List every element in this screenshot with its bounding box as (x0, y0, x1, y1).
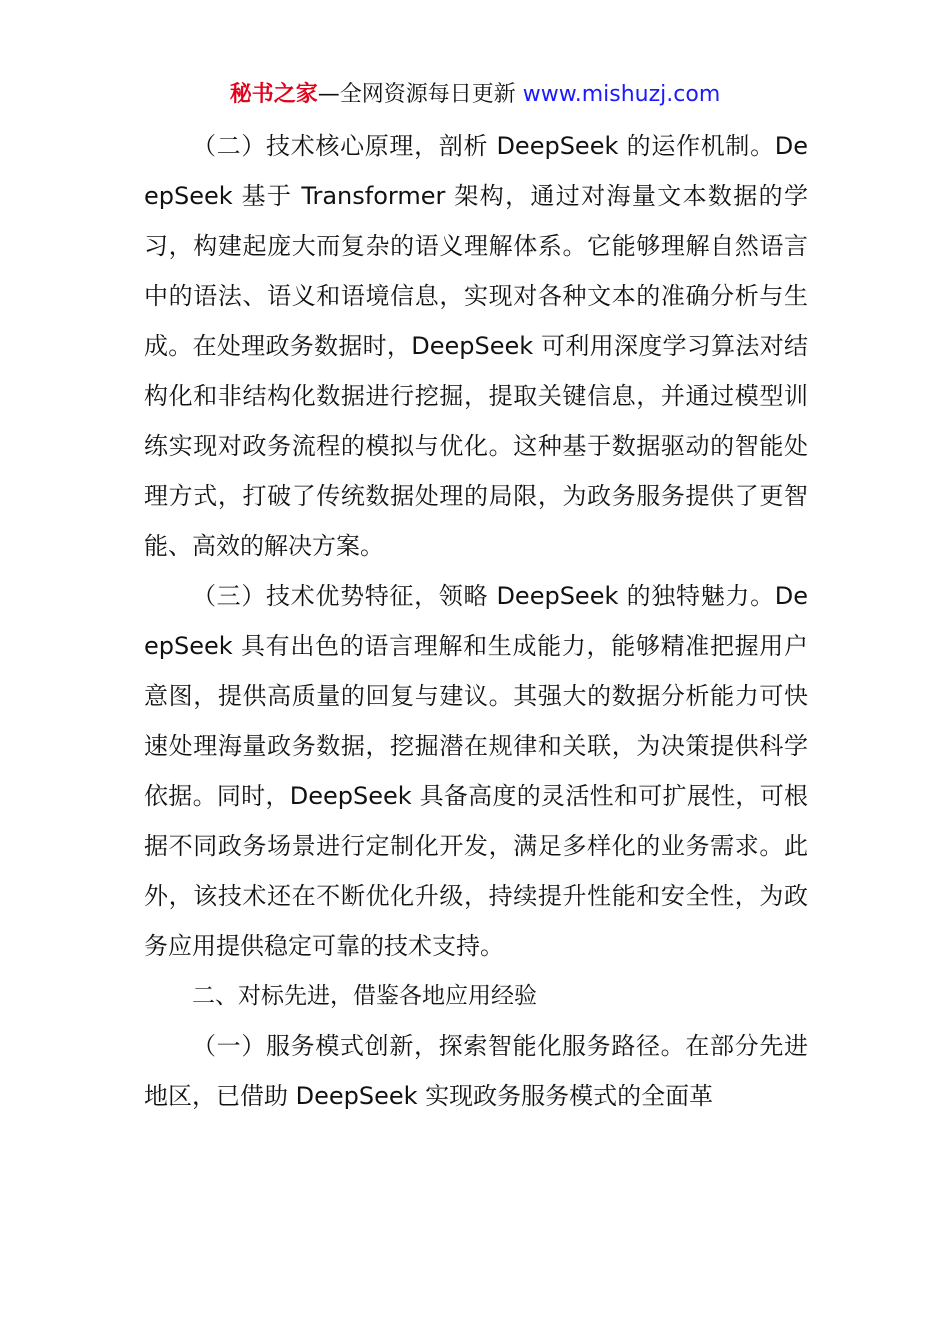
site-header (0, 80, 950, 110)
site-url-link[interactable]: www.mishuzj.com (522, 82, 721, 107)
document-body (144, 121, 808, 1121)
paragraph-technical-advantages: （三）技术优势特征，领略 DeepSeek 的独特魅力。DeepSeek 具有出色的语言理解和生成能力，能够精准把握用户意图，提供高质量的回复与建议。其强大的数据分析能力可快速处理海量政务数据，挖掘潜在规律和关联，为决策提供科学依据。同时，DeepSeek 具备高度的灵活性和可扩展性，可根据不同政务场景进行定制化开发，满足多样化的业务需求。此外，该技术还在不断优化升级，持续提升性能和安全性，为政务应用提供稳定可靠的技术支持。 (144, 582, 808, 960)
site-brand: 秘书之家 (229, 82, 318, 107)
site-tagline: —全网资源每日更新 (317, 82, 523, 107)
section-heading: 二、对标先进，借鉴各地应用经验 (192, 983, 537, 1009)
paragraph-service-innovation: （一）服务模式创新，探索智能化服务路径。在部分先进地区，已借助 DeepSeek 实现政务服务模式的全面革 (144, 1032, 808, 1110)
paragraph-technical-principle: （二）技术核心原理，剖析 DeepSeek 的运作机制。DeepSeek 基于 Transformer 架构，通过对海量文本数据的学习，构建起庞大而复杂的语义理解体系。它能够理解自然语言中的语法、语义和语境信息，实现对各种文本的准确分析与生成。在处理政务数据时，DeepSeek 可利用深度学习算法对结构化和非结构化数据进行挖掘，提取关键信息，并通过模型训练实现对政务流程的模拟与优化。这种基于数据驱动的智能处理方式，打破了传统数据处理的局限，为政务服务提供了更智能、高效的解决方案。 (144, 132, 808, 560)
